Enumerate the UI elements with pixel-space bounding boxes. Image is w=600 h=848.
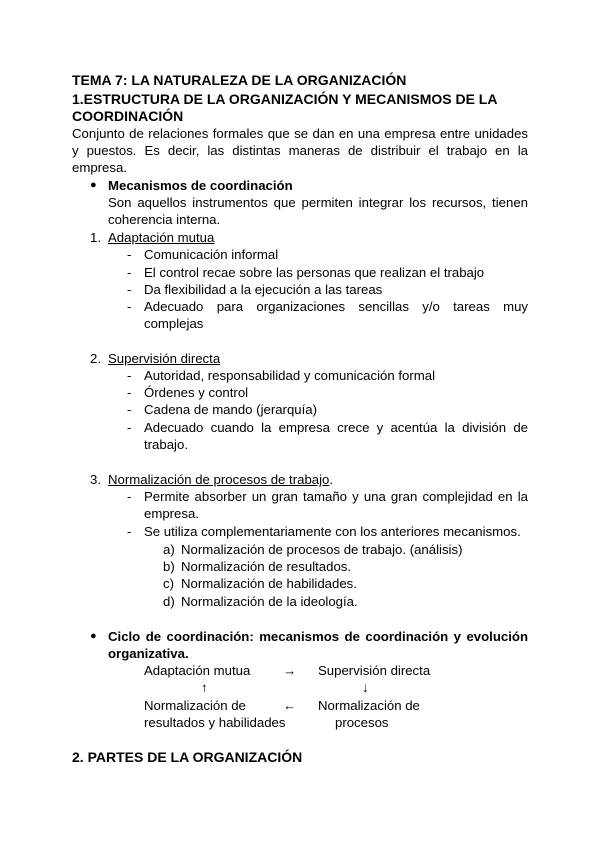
cycle-normalizacion-procesos-line-1: Normalización de [318, 698, 420, 713]
item-1-title: Adaptación mutua [108, 230, 215, 245]
cycle-normalizacion-procesos-line-2: procesos [335, 715, 389, 730]
item-3-number: 3. [90, 472, 101, 487]
item-3-title-suffix: . [329, 472, 334, 487]
lettered-c-text: Normalización de habilidades. [181, 576, 357, 591]
cycle-adaptacion-mutua: Adaptación mutua [144, 663, 251, 678]
item-3-sub-2: Se utiliza complementariamente con los anteriores mecanismos. [144, 524, 521, 539]
lettered-b-text: Normalización de resultados. [181, 559, 352, 574]
item-2-sub-2: Órdenes y control [144, 385, 249, 400]
document-title: TEMA 7: LA NATURALEZA DE LA ORGANIZACIÓN [72, 72, 407, 88]
item-2-sub-3: Cadena de mando (jerarquía) [144, 402, 318, 417]
item-3-title: Normalización de procesos de trabajo [108, 472, 330, 487]
cycle-normalizacion-resultados-line-1: Normalización de [144, 698, 246, 713]
dash: - [127, 282, 132, 297]
cycle-supervision-directa: Supervisión directa [318, 663, 431, 678]
dash: - [127, 402, 132, 417]
intro-line-1: Conjunto de relaciones formales que se dan en una empresa entre unidades [72, 126, 528, 141]
ciclo-heading-line-1: Ciclo de coordinación: mecanismos de coordinación y evolución [108, 629, 528, 644]
ciclo-heading-line-2: organizativa. [108, 646, 189, 661]
lettered-d-letter: d) [163, 594, 175, 609]
item-1-number: 1. [90, 230, 101, 245]
mecanismos-heading: Mecanismos de coordinación [108, 178, 293, 193]
dash: - [127, 368, 132, 383]
intro-line-3: empresa. [72, 160, 127, 175]
item-2-sub-4-cont: trabajo. [144, 437, 188, 452]
section-1-heading-line-2: COORDINACIÓN [72, 108, 184, 124]
dash: - [127, 489, 132, 504]
item-1-sub-2: El control recae sobre las personas que realizan el trabajo [144, 265, 485, 280]
lettered-c-letter: c) [163, 576, 174, 591]
arrow-left-icon: ← [283, 698, 297, 713]
bullet-mecanismos: ● [90, 179, 97, 191]
dash: - [127, 299, 132, 314]
arrow-right-icon: → [283, 663, 297, 678]
lettered-a-letter: a) [163, 542, 175, 557]
lettered-d-text: Normalización de la ideología. [181, 594, 358, 609]
section-1-heading-line-1: 1.ESTRUCTURA DE LA ORGANIZACIÓN Y MECANISMOS DE LA [72, 91, 498, 107]
dash: - [127, 247, 132, 262]
dash: - [127, 524, 132, 539]
item-3-sub-1: Permite absorber un gran tamaño y una gran complejidad en la [144, 489, 528, 504]
item-1-sub-4-cont: complejas [144, 316, 204, 331]
item-3-sub-1-cont: empresa. [144, 506, 199, 521]
dash: - [127, 420, 132, 435]
arrow-down-icon: ↓ [362, 680, 369, 695]
item-2-sub-4: Adecuado cuando la empresa crece y acentúa la división de [144, 420, 528, 435]
item-3-title-wrap [108, 471, 333, 488]
item-1-sub-3: Da flexibilidad a la ejecución a las tareas [144, 282, 383, 297]
section-2-heading: 2. PARTES DE LA ORGANIZACIÓN [72, 749, 303, 765]
intro-line-2: y puestos. Es decir, las distintas maneras de distribuir el trabajo en la [72, 143, 528, 158]
arrow-up-icon: ↑ [201, 680, 208, 695]
dash: - [127, 265, 132, 280]
item-1-sub-1: Comunicación informal [144, 247, 279, 262]
lettered-a-text: Normalización de procesos de trabajo. (análisis) [181, 542, 463, 557]
bullet-ciclo: ● [90, 630, 97, 642]
item-1-sub-4: Adecuado para organizaciones sencillas y/o tareas muy [144, 299, 528, 314]
cycle-normalizacion-resultados-line-2: resultados y habilidades [144, 715, 286, 730]
lettered-b-letter: b) [163, 559, 175, 574]
mecanismos-desc-line-2: coherencia interna. [108, 212, 221, 227]
item-2-sub-1: Autoridad, responsabilidad y comunicación formal [144, 368, 436, 383]
mecanismos-desc-line-1: Son aquellos instrumentos que permiten integrar los recursos, tienen [108, 195, 528, 210]
item-2-number: 2. [90, 351, 101, 366]
dash: - [127, 385, 132, 400]
item-2-title: Supervisión directa [108, 351, 221, 366]
